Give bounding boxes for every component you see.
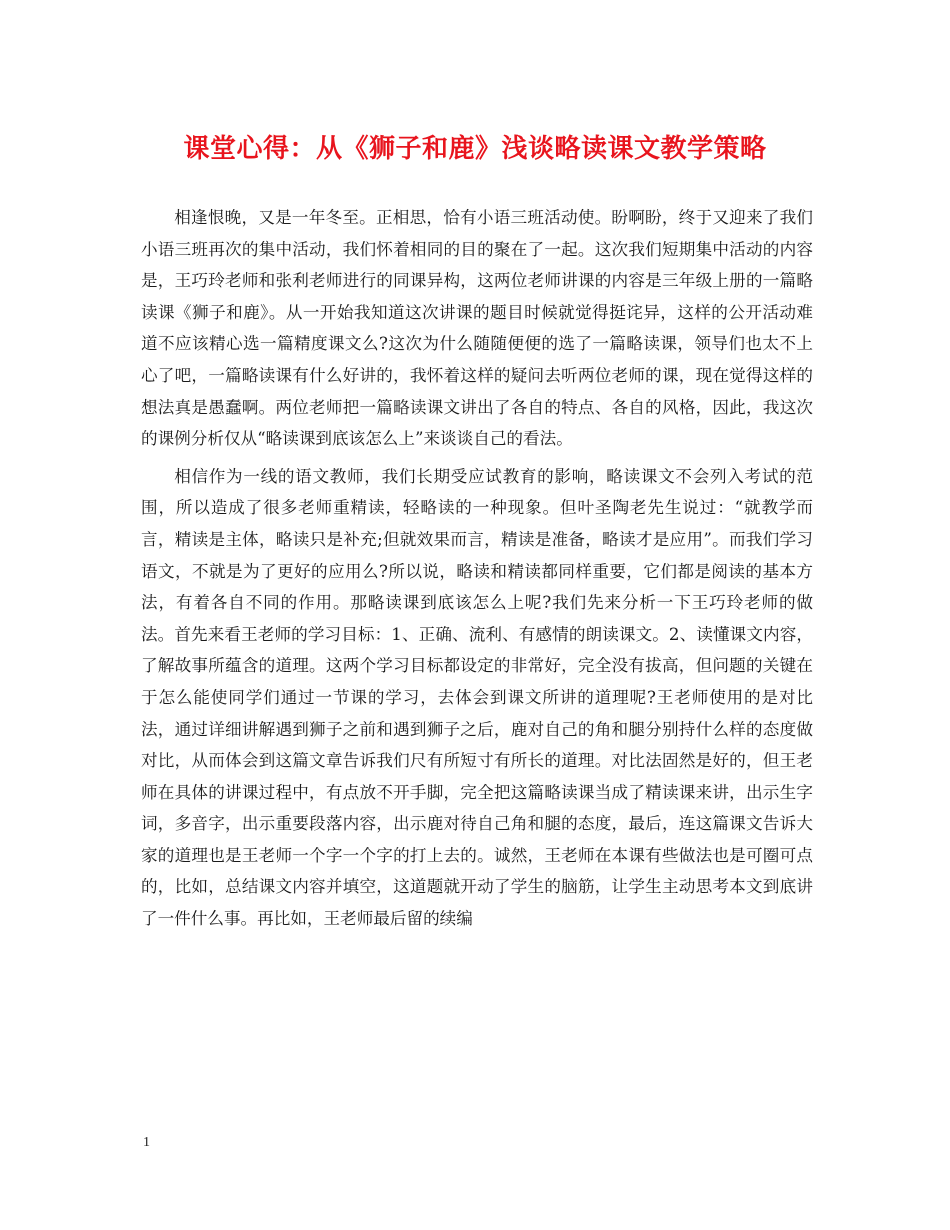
page-number: 1 <box>143 1135 150 1150</box>
paragraph: 相逢恨晚，又是一年冬至。正相思，恰有小语三班活动使。盼啊盼，终于又迎来了我们小语三班再次的集中活动，我们怀着相同的目的聚在了一起。这次我们短期集中活动的内容是，王巧玲老师和张利老师进行的同课异构，这两位老师讲课的内容是三年级上册的一篇略读课《狮子和鹿》。从一开始我知道这次讲课的题目时候就觉得挺诧异，这样的公开活动难道不应该精心选一篇精度课文么?这次为什么随随便便的选了一篇略读课，领导们也太不上心了吧，一篇略读课有什么好讲的，我怀着这样的疑问去听两位老师的课，现在觉得这样的想法真是愚蠢啊。两位老师把一篇略读课文讲出了各自的特点、各自的风格，因此，我这次的课例分析仅从“略读课到底该怎么上”来谈谈自己的看法。 <box>141 208 813 449</box>
article-body <box>141 202 813 935</box>
page-title: 课堂心得：从《狮子和鹿》浅谈略读课文教学策略 <box>183 134 767 164</box>
paragraph: 相信作为一线的语文教师，我们长期受应试教育的影响，略读课文不会列入考试的范围，所以造成了很多老师重精读，轻略读的一种现象。但叶圣陶老先生说过：“就教学而言，精读是主体，略读只是补充;但就效果而言，精读是准备，略读才是应用”。而我们学习语文，不就是为了更好的应用么?所以说，略读和精读都同样重要，它们都是阅读的基本方法，有着各自不同的作用。那略读课到底该怎么上呢?我们先来分析一下王巧玲老师的做法。首先来看王老师的学习目标：1、正确、流利、有感情的朗读课文。2、读懂课文内容，了解故事所蕴含的道理。这两个学习目标都设定的非常好，完全没有拔高，但问题的关键在于怎么能使同学们通过一节课的学习，去体会到课文所讲的道理呢?王老师使用的是对比法，通过详细讲解遇到狮子之前和遇到狮子之后，鹿对自己的角和腿分别持什么样的态度做对比，从而体会到这篇文章告诉我们尺有所短寸有所长的道理。对比法固然是好的，但王老师在具体的讲课过程中，有点放不开手脚，完全把这篇略读课当成了精读课来讲，出示生字词，多音字，出示重要段落内容，出示鹿对待自己角和腿的态度，最后，连这篇课文告诉大家的道理也是王老师一个字一个字的打上去的。诚然，王老师在本课有些做法也是可圈可点的，比如，总结课文内容并填空，这道题就开动了学生的脑筋，让学生主动思考本文到底讲了一件什么事。再比如，王老师最后留的续编 <box>141 466 813 929</box>
